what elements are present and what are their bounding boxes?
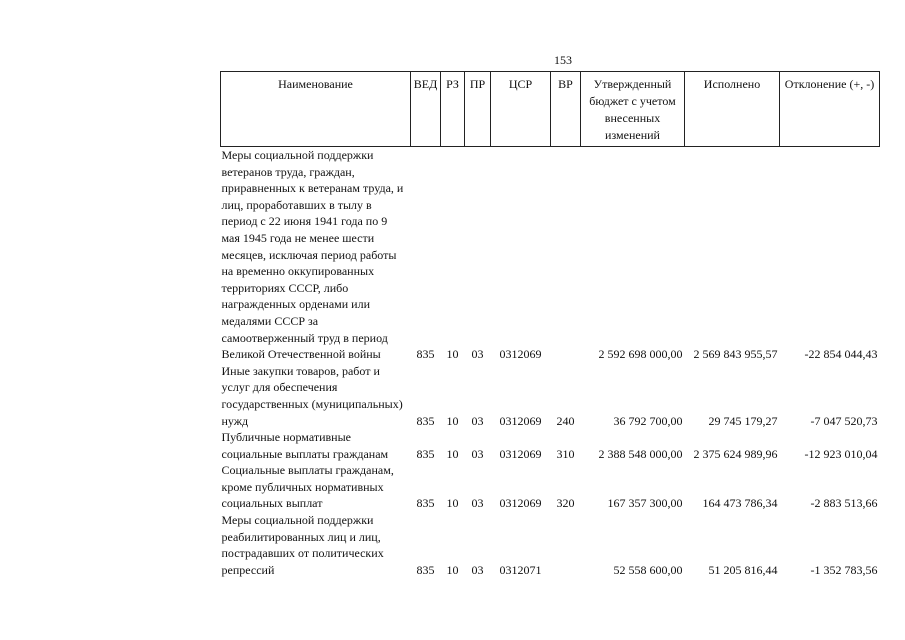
- col-header-deviation: Отклонение (+, -): [780, 72, 880, 147]
- row-csr: 0312069: [499, 413, 542, 428]
- row-vr: 320: [556, 496, 575, 511]
- row-deviation: -2 883 513,66: [810, 496, 878, 511]
- row-deviation: -7 047 520,73: [810, 413, 878, 428]
- row-pr: 03: [471, 496, 484, 511]
- row-vr: [551, 512, 581, 578]
- budget-table: [220, 71, 880, 578]
- row-executed: 164 473 786,34: [702, 496, 778, 511]
- row-ved: 835: [416, 496, 435, 511]
- col-header-pr: ПР: [465, 72, 491, 147]
- row-name: Публичные нормативные социальные выплаты гражданам: [221, 430, 389, 461]
- table-row: [221, 512, 880, 578]
- row-csr: 0312069: [499, 496, 542, 511]
- row-name: Меры социальной поддержки реабилитированных лиц и лиц, пострадавших от политических репрессий: [221, 513, 384, 577]
- row-pr: 03: [471, 413, 484, 428]
- row-approved: 167 357 300,00: [607, 496, 683, 511]
- row-csr: 0312069: [499, 347, 542, 362]
- row-vr: 310: [556, 446, 575, 461]
- col-header-rz: РЗ: [441, 72, 465, 147]
- row-deviation: -1 352 783,56: [810, 562, 878, 577]
- col-header-ved: ВЕД: [411, 72, 441, 147]
- table-row: [221, 429, 880, 462]
- row-csr: 0312071: [499, 562, 542, 577]
- row-rz: 10: [446, 413, 459, 428]
- col-header-executed: Исполнено: [685, 72, 780, 147]
- row-rz: 10: [446, 347, 459, 362]
- table-header: [221, 72, 880, 147]
- row-rz: 10: [446, 562, 459, 577]
- row-name: Иные закупки товаров, работ и услуг для обеспечения государственных (муниципальных) нужд: [221, 363, 403, 428]
- row-csr: 0312069: [499, 446, 542, 461]
- col-header-approved: Утвержденный бюджет с учетом внесенных изменений: [581, 72, 685, 147]
- row-approved: 2 592 698 000,00: [598, 347, 683, 362]
- row-name: Социальные выплаты гражданам, кроме публичных нормативных социальных выплат: [221, 463, 394, 511]
- row-deviation: -12 923 010,04: [804, 446, 878, 461]
- col-header-csr: ЦСР: [491, 72, 551, 147]
- row-vr: [551, 147, 581, 363]
- row-pr: 03: [471, 446, 484, 461]
- col-header-name: Наименование: [221, 72, 411, 147]
- table-row: [221, 363, 880, 429]
- col-header-vr: ВР: [551, 72, 581, 147]
- row-ved: 835: [416, 413, 435, 428]
- row-deviation: -22 854 044,43: [804, 347, 878, 362]
- row-approved: 36 792 700,00: [613, 413, 683, 428]
- row-executed: 51 205 816,44: [708, 562, 778, 577]
- table-body: [221, 147, 880, 579]
- row-approved: 52 558 600,00: [613, 562, 683, 577]
- row-executed: 2 569 843 955,57: [693, 347, 778, 362]
- row-ved: 835: [416, 347, 435, 362]
- table-row: [221, 147, 880, 363]
- row-rz: 10: [446, 496, 459, 511]
- row-approved: 2 388 548 000,00: [598, 446, 683, 461]
- row-vr: 240: [556, 413, 575, 428]
- row-name: Меры социальной поддержки ветеранов труда, граждан, приравненных к ветеранам труда, и лиц, проработавших в тылу в период с 22 июня 1941 года по 9 мая 1945 года не менее шести месяцев, исключая период работы на временно оккупированных территориях СССР, либо награжденных орденами или медалями СССР за самоотверженный труд в период Великой Отечественной войны: [221, 148, 404, 362]
- table-row: [221, 462, 880, 512]
- row-executed: 2 375 624 989,96: [693, 446, 778, 461]
- row-pr: 03: [471, 347, 484, 362]
- row-ved: 835: [416, 562, 435, 577]
- row-rz: 10: [446, 446, 459, 461]
- page-number: 153: [554, 53, 572, 67]
- row-executed: 29 745 179,27: [708, 413, 778, 428]
- row-ved: 835: [416, 446, 435, 461]
- row-pr: 03: [471, 562, 484, 577]
